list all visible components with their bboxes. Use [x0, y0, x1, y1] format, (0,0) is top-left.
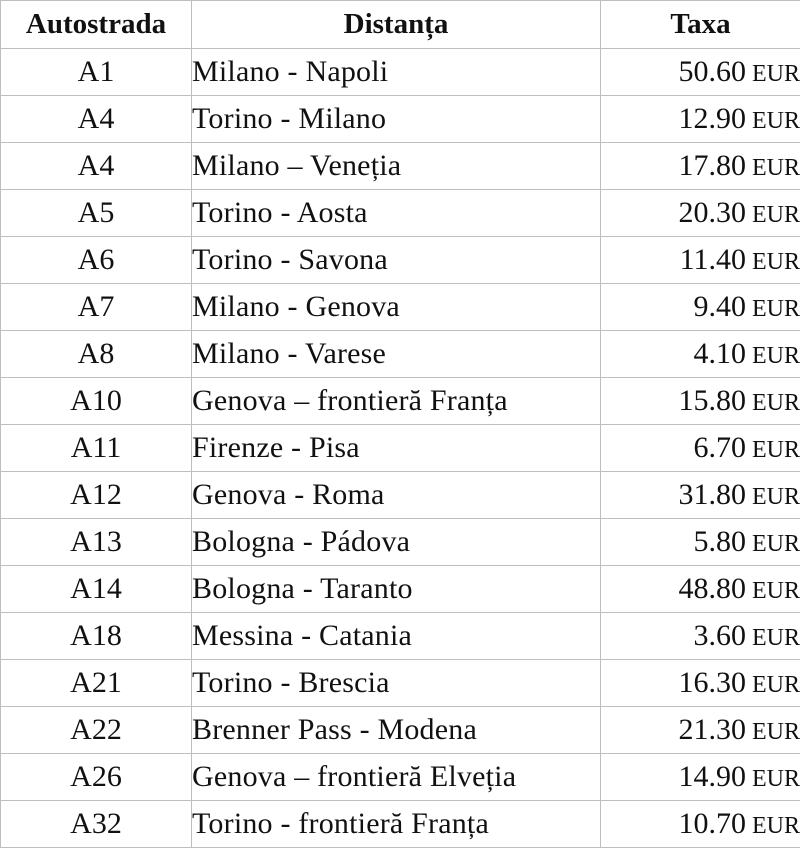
table-row — [1, 707, 800, 754]
fee-cell — [601, 660, 800, 707]
fee-cell — [601, 425, 800, 472]
currency-label: EUR — [752, 155, 800, 181]
fee-cell — [601, 519, 800, 566]
fee-value: 20.30 — [678, 196, 746, 229]
distance-cell: Milano - Varese — [192, 331, 601, 378]
table-row — [1, 49, 800, 96]
fee-value: 10.70 — [678, 807, 746, 840]
header-distance: Distanța — [192, 1, 601, 49]
road-cell: A21 — [1, 660, 192, 707]
fee-cell — [601, 190, 800, 237]
road-cell: A1 — [1, 49, 192, 96]
fee-cell — [601, 96, 800, 143]
fee-cell — [601, 284, 800, 331]
table-header — [1, 1, 800, 49]
fee-value: 48.80 — [678, 572, 746, 605]
distance-cell: Genova – frontieră Franța — [192, 378, 601, 425]
fee-cell — [601, 378, 800, 425]
header-row — [1, 1, 800, 49]
currency-label: EUR — [752, 813, 800, 839]
table-row — [1, 143, 800, 190]
distance-cell: Brenner Pass - Modena — [192, 707, 601, 754]
currency-label: EUR — [752, 578, 800, 604]
road-cell: A5 — [1, 190, 192, 237]
currency-label: EUR — [752, 437, 800, 463]
fee-value: 15.80 — [678, 384, 746, 417]
road-cell: A32 — [1, 801, 192, 848]
fee-cell — [601, 801, 800, 848]
distance-cell: Genova - Roma — [192, 472, 601, 519]
distance-cell: Torino - Aosta — [192, 190, 601, 237]
currency-label: EUR — [752, 296, 800, 322]
fee-value: 4.10 — [693, 337, 746, 370]
currency-label: EUR — [752, 390, 800, 416]
currency-label: EUR — [752, 202, 800, 228]
distance-cell: Genova – frontieră Elveția — [192, 754, 601, 801]
currency-label: EUR — [752, 672, 800, 698]
road-cell: A14 — [1, 566, 192, 613]
table-row — [1, 378, 800, 425]
fee-cell — [601, 143, 800, 190]
distance-cell: Torino - Savona — [192, 237, 601, 284]
road-cell: A4 — [1, 96, 192, 143]
currency-label: EUR — [752, 484, 800, 510]
header-fee: Taxa — [601, 1, 800, 49]
fee-value: 16.30 — [678, 666, 746, 699]
fee-value: 31.80 — [678, 478, 746, 511]
road-cell: A4 — [1, 143, 192, 190]
table-row — [1, 754, 800, 801]
table-row — [1, 190, 800, 237]
distance-cell: Messina - Catania — [192, 613, 601, 660]
road-cell: A7 — [1, 284, 192, 331]
fee-value: 5.80 — [693, 525, 746, 558]
fee-value: 11.40 — [679, 243, 746, 276]
road-cell: A26 — [1, 754, 192, 801]
road-cell: A11 — [1, 425, 192, 472]
fee-cell — [601, 707, 800, 754]
distance-cell: Milano – Veneția — [192, 143, 601, 190]
distance-cell: Torino - Milano — [192, 96, 601, 143]
road-cell: A13 — [1, 519, 192, 566]
table-row — [1, 472, 800, 519]
fee-value: 17.80 — [678, 149, 746, 182]
distance-cell: Torino - Brescia — [192, 660, 601, 707]
fee-value: 50.60 — [678, 55, 746, 88]
table-body — [1, 49, 800, 848]
distance-cell: Milano - Genova — [192, 284, 601, 331]
currency-label: EUR — [752, 249, 800, 275]
distance-cell: Firenze - Pisa — [192, 425, 601, 472]
table-row — [1, 660, 800, 707]
table-row — [1, 613, 800, 660]
fee-cell — [601, 331, 800, 378]
fee-cell — [601, 754, 800, 801]
currency-label: EUR — [752, 343, 800, 369]
road-cell: A8 — [1, 331, 192, 378]
road-cell: A6 — [1, 237, 192, 284]
fee-value: 14.90 — [678, 760, 746, 793]
fee-value: 9.40 — [693, 290, 746, 323]
currency-label: EUR — [752, 108, 800, 134]
distance-cell: Bologna - Pádova — [192, 519, 601, 566]
fee-value: 3.60 — [693, 619, 746, 652]
table-row — [1, 284, 800, 331]
distance-cell: Torino - frontieră Franța — [192, 801, 601, 848]
table-row — [1, 519, 800, 566]
fee-cell — [601, 613, 800, 660]
table-row — [1, 96, 800, 143]
fee-value: 6.70 — [693, 431, 746, 464]
currency-label: EUR — [752, 625, 800, 651]
road-cell: A12 — [1, 472, 192, 519]
header-road: Autostrada — [1, 1, 192, 49]
table-row — [1, 331, 800, 378]
currency-label: EUR — [752, 531, 800, 557]
table-row — [1, 237, 800, 284]
fee-value: 12.90 — [678, 102, 746, 135]
fee-value: 21.30 — [678, 713, 746, 746]
fee-cell — [601, 566, 800, 613]
table-row — [1, 425, 800, 472]
fee-cell — [601, 49, 800, 96]
currency-label: EUR — [752, 61, 800, 87]
distance-cell: Bologna - Taranto — [192, 566, 601, 613]
currency-label: EUR — [752, 719, 800, 745]
fee-cell — [601, 472, 800, 519]
fee-cell — [601, 237, 800, 284]
currency-label: EUR — [752, 766, 800, 792]
distance-cell: Milano - Napoli — [192, 49, 601, 96]
road-cell: A10 — [1, 378, 192, 425]
road-cell: A18 — [1, 613, 192, 660]
road-cell: A22 — [1, 707, 192, 754]
table-row — [1, 801, 800, 848]
table-row — [1, 566, 800, 613]
